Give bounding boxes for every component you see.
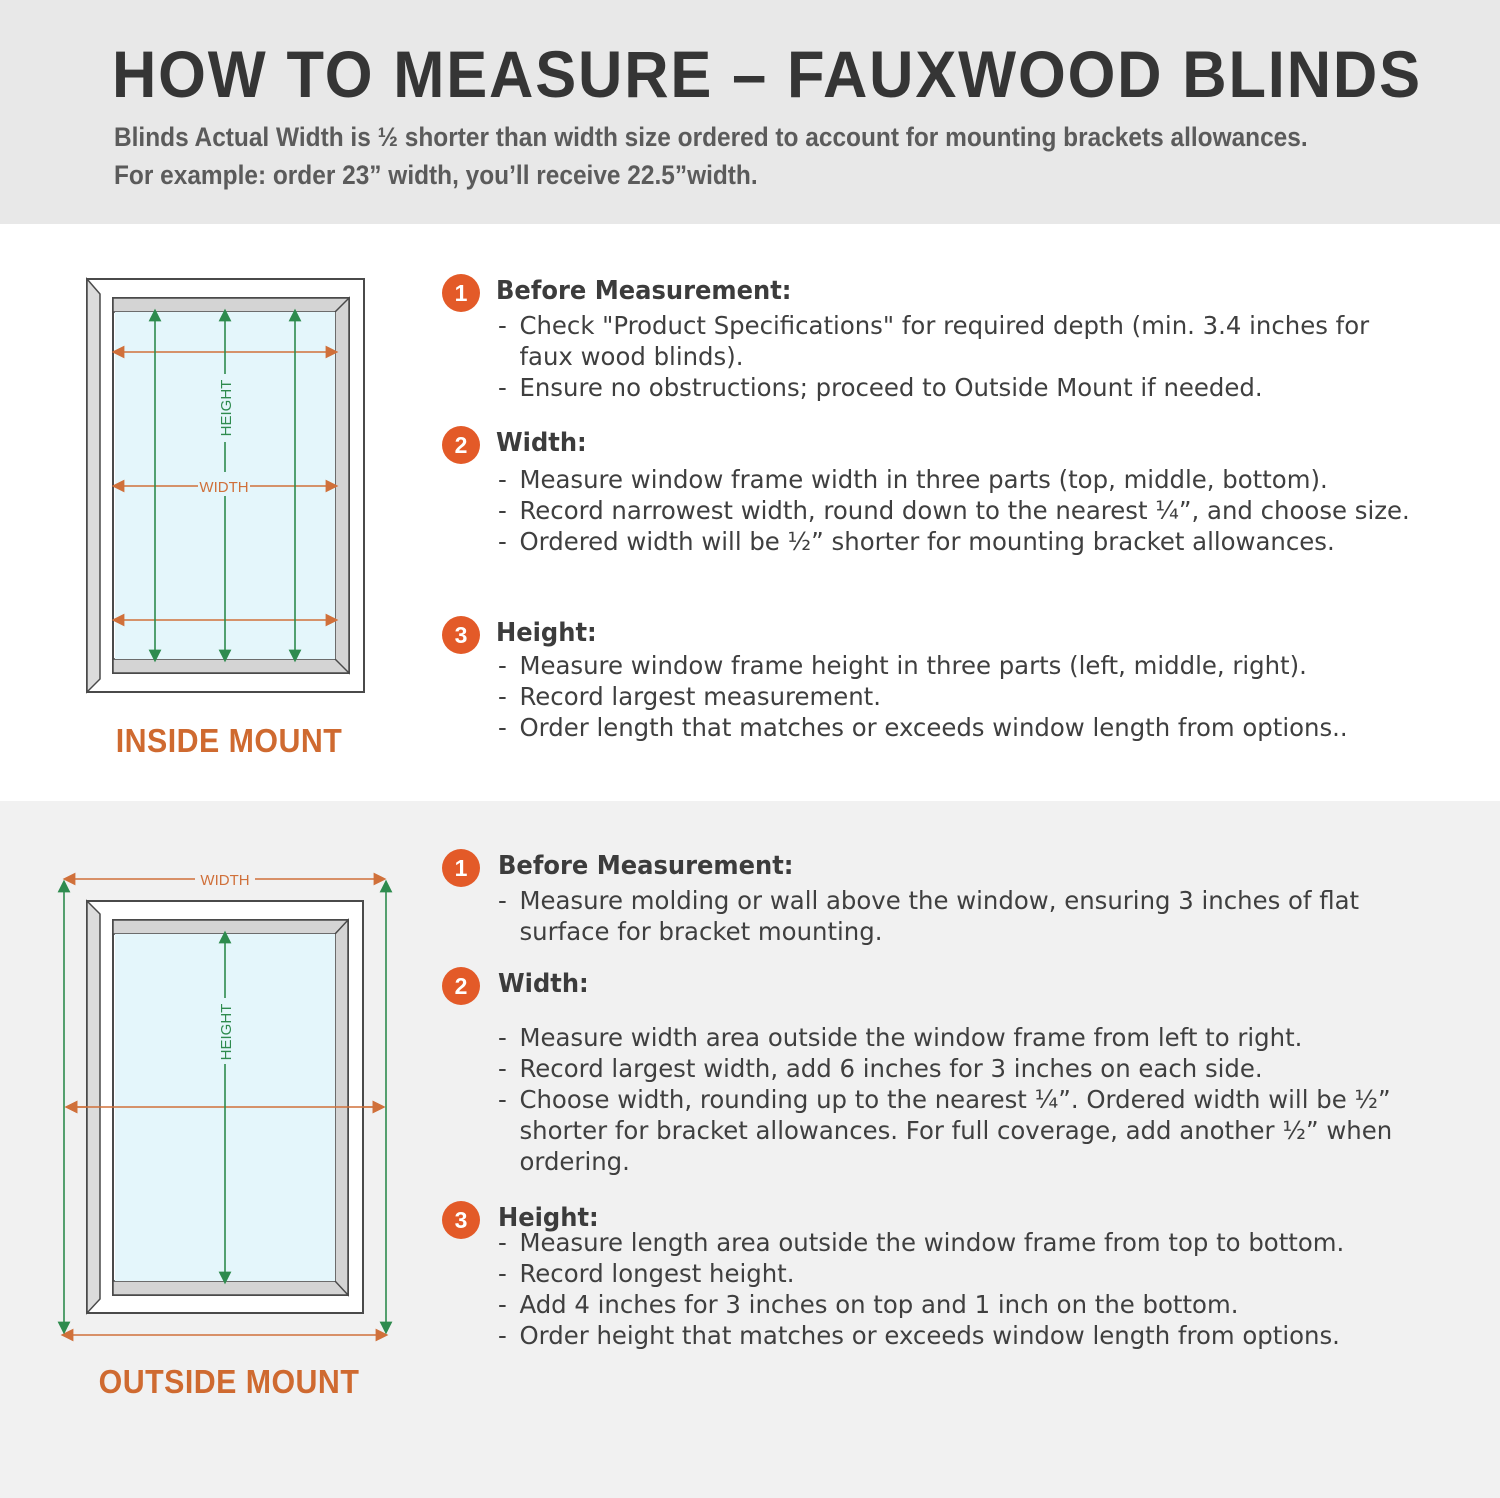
page-title: HOW TO MEASURE – FAUXWOOD BLINDS [112,37,1422,111]
height-label: HEIGHT [218,379,235,437]
bullet-item: - Record narrowest width, round down to the nearest ¼”, and choose size. [498,495,1415,526]
step-title: Height: [498,1203,599,1233]
step-title: Before Measurement: [498,851,794,881]
inside-mount-diagram [80,274,380,699]
bullet-item: - Measure molding or wall above the window, ensuring 3 inches of flat surface for bracket mounting. [498,885,1415,947]
height-label: HEIGHT [218,1003,235,1061]
step-bullets [498,1022,1438,1177]
bullet-item: - Measure window frame height in three parts (left, middle, right). [498,650,1415,681]
bullet-item: - Add 4 inches for 3 inches on top and 1 inch on the bottom. [498,1289,1415,1320]
step-number-badge: 2 [442,426,480,464]
step-number-badge: 2 [442,967,480,1005]
subtitle-note: Blinds Actual Width is ½ shorter than width size ordered to account for mounting brackets allowances. [114,122,1308,152]
step-number-badge: 1 [442,274,480,312]
width-label: WIDTH [199,479,249,496]
outside-mount-diagram [55,866,395,1346]
bullet-item: - Record largest width, add 6 inches for 3 inches on each side. [498,1053,1415,1084]
step-bullets [498,885,1438,947]
step-number-badge: 3 [442,1201,480,1239]
step-title: Width: [496,428,587,458]
bullet-item: - Record longest height. [498,1258,1415,1289]
outside-mount-label: OUTSIDE MOUNT [98,1363,360,1400]
step-number-badge: 3 [442,616,480,654]
step-bullets [498,310,1438,403]
bullet-item: - Choose width, rounding up to the nearest ¼”. Ordered width will be ½” shorter for bracket allowances. For full coverage, add another ½” when ordering. [498,1084,1415,1177]
bullet-item: - Ordered width will be ½” shorter for mounting bracket allowances. [498,526,1415,557]
outside-mount-section [0,801,1500,1498]
step-number-badge: 1 [442,849,480,887]
bullet-item: - Order length that matches or exceeds window length from options.. [498,712,1415,743]
bullet-item: - Measure window frame width in three parts (top, middle, bottom). [498,464,1415,495]
bullet-item: - Ensure no obstructions; proceed to Outside Mount if needed. [498,372,1415,403]
inside-mount-section [0,224,1500,801]
step-title: Width: [498,969,589,999]
step-bullets [498,464,1438,557]
header-banner [0,0,1500,224]
step-title: Height: [496,618,597,648]
step-bullets [498,1227,1438,1351]
width-label: WIDTH [200,872,250,889]
bullet-item: - Record largest measurement. [498,681,1415,712]
step-bullets [498,650,1438,743]
subtitle-example: For example: order 23” width, you’ll receive 22.5”width. [114,160,758,190]
inside-mount-label: INSIDE MOUNT [115,722,343,759]
step-title: Before Measurement: [496,276,792,306]
bullet-item: - Check "Product Specifications" for required depth (min. 3.4 inches for faux wood blinds). [498,310,1415,372]
bullet-item: - Measure length area outside the window frame from top to bottom. [498,1227,1415,1258]
bullet-item: - Order height that matches or exceeds window length from options. [498,1320,1415,1351]
bullet-item: - Measure width area outside the window frame from left to right. [498,1022,1415,1053]
